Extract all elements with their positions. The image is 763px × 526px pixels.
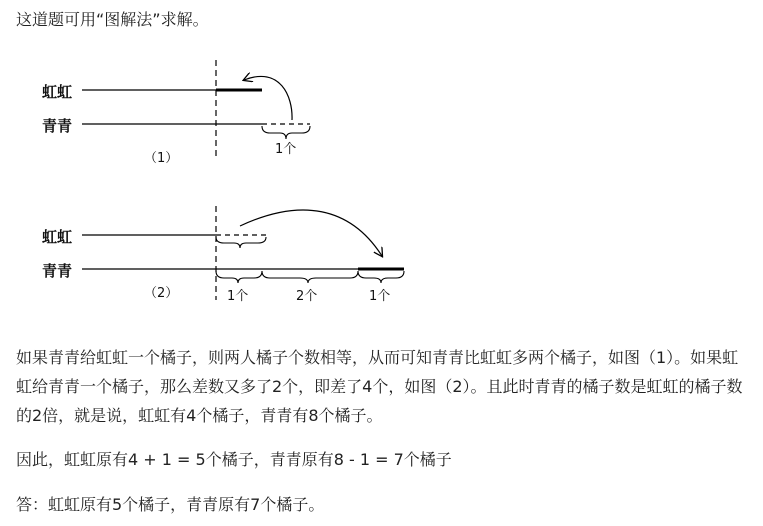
figure2-brace-3 [358, 271, 404, 283]
figure2-brace-label-3: 1个 [369, 289, 391, 304]
figure1-brace [262, 126, 310, 139]
figure1-caption: （1） [144, 151, 179, 166]
figure1-brace-label: 1个 [275, 142, 297, 157]
figure-1 [42, 60, 310, 166]
figure2-arrow [240, 210, 382, 256]
figure2-brace-hong [216, 237, 266, 248]
figure1-label-qing: 青青 [42, 117, 73, 135]
figure-2 [42, 206, 404, 304]
intro-text: 这道题可用“图解法”求解。 [16, 10, 209, 29]
figure1-arrow [244, 76, 292, 120]
figure2-brace-label-2: 2个 [296, 289, 318, 304]
calculation-paragraph: 因此，虹虹原有4 + 1 = 5个橘子，青青原有8 - 1 = 7个橘子 [16, 450, 452, 469]
figure1-label-hong: 虹虹 [42, 83, 73, 101]
figure2-label-qing: 青青 [42, 262, 73, 280]
figure2-label-hong: 虹虹 [42, 228, 73, 246]
figure2-brace-2 [262, 271, 358, 283]
explanation-paragraph: 如果青青给虹虹一个橘子，则两人橘子个数相等，从而可知青青比虹虹多两个橘子，如图（1）。如果虹虹给青青一个橘子，那么差数又多了2个，即差了4个，如图（2）。且此时青青的橘子数是虹虹的橘子数的2倍，就是说，虹虹有4个橘子，青青有8个橘子。 [16, 348, 743, 425]
answer-paragraph: 答：虹虹原有5个橘子，青青原有7个橘子。 [16, 495, 325, 514]
figure2-caption: （2） [144, 286, 179, 301]
figure2-brace-label-1: 1个 [227, 289, 249, 304]
figure2-brace-1 [216, 271, 262, 283]
